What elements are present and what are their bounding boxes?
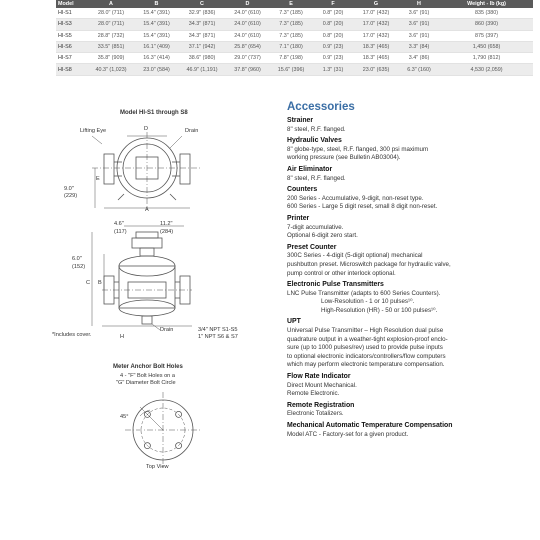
cell: 16.1" (409)	[134, 41, 179, 52]
acc-flow-rate-indicator	[287, 373, 517, 399]
bolt-title: Meter Anchor Bolt Holes	[113, 364, 183, 370]
cell: HI-S7	[56, 53, 88, 64]
cell: HI-S1	[56, 8, 88, 19]
label-a: A	[145, 207, 149, 213]
col-g: G	[354, 0, 398, 8]
acc-air-eliminator	[287, 166, 517, 183]
col-weight: Weight - lb (kg)	[440, 0, 533, 8]
cell: 860 (390)	[440, 19, 533, 30]
bolt-line2: "G" Diameter Bolt Circle	[116, 380, 176, 386]
cell: 28.0" (711)	[88, 8, 134, 19]
label-60mm: (152)	[72, 264, 86, 270]
acc-line: Universal Pulse Transmitter – High Resolution dual pulse	[287, 327, 444, 335]
acc-line: High-Resolution (HR) - 50 or 100 pulses¹⁰.	[321, 306, 438, 314]
col-model: Model	[56, 0, 88, 8]
cell: 15.4" (391)	[134, 30, 179, 41]
drawing-title: Model HI-S1 through S8	[120, 110, 188, 116]
table-row	[56, 53, 533, 64]
cell: 3.6" (91)	[398, 30, 440, 41]
acc-counters	[287, 186, 517, 212]
acc-line: Direct Mount Mechanical.	[287, 381, 357, 389]
label-46mm: (117)	[114, 229, 127, 235]
table-row	[56, 19, 533, 30]
cell: 23.0" (584)	[134, 64, 179, 75]
cell: 15.4" (391)	[134, 8, 179, 19]
label-d: D	[144, 126, 149, 132]
cell: 16.3" (414)	[134, 53, 179, 64]
acc-line: 8" globe-type, steel, R.F. flanged, 300 psi maximum	[287, 145, 429, 153]
cell: 37.8" (960)	[225, 64, 270, 75]
label-npt2: 1" NPT S6 & S7	[198, 334, 238, 340]
acc-heading: Electronic Pulse Transmitters	[287, 281, 384, 289]
label-drain-bottom: Drain	[160, 327, 174, 333]
cell: 0.8" (20)	[312, 30, 354, 41]
cell: 0.8" (20)	[312, 19, 354, 30]
bolt-circle-svg	[80, 364, 250, 476]
col-c: C	[179, 0, 225, 8]
label-lifting-eye: Lifting Eye	[80, 128, 107, 134]
acc-temp-compensation	[287, 422, 517, 439]
accessories-section	[287, 101, 517, 442]
acc-heading: Flow Rate Indicator	[287, 373, 351, 381]
cell: 29.0" (737)	[225, 53, 270, 64]
label-60in: 6.0"	[72, 256, 82, 262]
acc-line: Low-Resolution - 1 or 10 pulses¹⁰.	[321, 298, 415, 306]
cell: 3.6" (91)	[398, 19, 440, 30]
acc-hydraulic-valves	[287, 137, 517, 163]
cell: 33.5" (851)	[88, 41, 134, 52]
cell: 25.8" (654)	[225, 41, 270, 52]
col-f: F	[312, 0, 354, 8]
cell: 24.0" (610)	[225, 19, 270, 30]
acc-heading: Strainer	[287, 117, 314, 124]
cell: 28.0" (711)	[88, 19, 134, 30]
cell: HI-S8	[56, 64, 88, 75]
meter-drawing	[52, 104, 277, 344]
acc-line: Remote Electronic.	[287, 390, 340, 398]
cell: 18.3" (465)	[354, 41, 398, 52]
col-a: A	[88, 0, 134, 8]
bolt-line1: 4 - "F" Bolt Holes on a	[120, 373, 175, 379]
acc-line: 8" steel, R.F. flanged.	[287, 125, 346, 133]
dimensions-table	[56, 0, 533, 76]
table-row	[56, 64, 533, 75]
cell: 24.0" (610)	[225, 8, 270, 19]
cell: 0.8" (20)	[312, 8, 354, 19]
accessories-title: Accessories	[287, 101, 355, 113]
cell: 46.9" (1,191)	[179, 64, 225, 75]
cell: HI-S6	[56, 41, 88, 52]
cell: 34.3" (871)	[179, 30, 225, 41]
cell: 6.3" (160)	[398, 64, 440, 75]
label-e: E	[96, 176, 100, 182]
acc-line: 600 Series - Large 5 digit reset, small 8 digit non-reset.	[287, 203, 438, 211]
col-e: E	[270, 0, 312, 8]
acc-heading: UPT	[287, 318, 301, 326]
acc-line: working pressure (see Bulletin AB03004).	[287, 154, 401, 162]
bolt-angle: 45°	[120, 414, 129, 420]
col-d: D	[225, 0, 270, 8]
label-includes-cover: *Includes cover.	[52, 332, 92, 338]
acc-line: Optional 6-digit zero start.	[287, 232, 358, 240]
acc-line: 200 Series - Accumulative, 9-digit, non-reset type.	[287, 194, 424, 202]
cell: 38.6" (980)	[179, 53, 225, 64]
acc-heading: Remote Registration	[287, 401, 355, 409]
cell: 28.8" (732)	[88, 30, 134, 41]
table-header-row	[56, 0, 533, 8]
cell: 1.3" (31)	[312, 64, 354, 75]
cell: 3.6" (91)	[398, 8, 440, 19]
label-9in: 9.0"	[64, 186, 74, 192]
acc-line: pushbutton preset. Microswitch package for hydraulic valve,	[287, 260, 451, 268]
acc-printer	[287, 215, 517, 241]
acc-heading: Printer	[287, 214, 310, 222]
acc-line: Electronic Totalizers.	[287, 410, 344, 418]
acc-line: to optional electronic indicators/controllers/flow computers	[287, 352, 446, 360]
label-h: H	[120, 334, 125, 340]
cell: 1,790 (812)	[440, 53, 533, 64]
cell: 15.4" (391)	[134, 19, 179, 30]
cell: 3.4" (86)	[398, 53, 440, 64]
bolt-top-view: Top View	[146, 464, 169, 470]
cell: 32.9" (836)	[179, 8, 225, 19]
acc-line: LNC Pulse Transmitter (adapts to 600 Series Counters).	[287, 289, 441, 297]
acc-heading: Mechanical Automatic Temperature Compensation	[287, 422, 453, 429]
col-b: B	[134, 0, 179, 8]
table-row	[56, 30, 533, 41]
acc-line: quadrature output in a weather-tight explosion-proof enclo-	[287, 335, 448, 343]
cell: 0.9" (23)	[312, 53, 354, 64]
label-c: C	[86, 280, 91, 286]
acc-line: Model ATC - Factory-set for a given product.	[287, 430, 409, 438]
label-112in: 11.2"	[160, 221, 173, 227]
cell: 17.0" (432)	[354, 30, 398, 41]
cell: 23.0" (635)	[354, 64, 398, 75]
label-9mm: (229)	[64, 193, 78, 199]
acc-heading: Hydraulic Valves	[287, 137, 342, 145]
acc-line: sure (up to 1000 pulses/rev) used to provide pulse inputs	[287, 344, 443, 352]
cell: 3.3" (84)	[398, 41, 440, 52]
cell: 40.3" (1,023)	[88, 64, 134, 75]
acc-remote-registration	[287, 402, 517, 419]
cell: 875 (397)	[440, 30, 533, 41]
label-112mm: (284)	[160, 229, 174, 235]
cell: 7.3" (185)	[270, 19, 312, 30]
cell: 7.3" (185)	[270, 30, 312, 41]
acc-upt	[287, 318, 517, 370]
bolt-hole-drawing	[80, 364, 250, 476]
label-drain-top: Drain	[185, 128, 199, 134]
cell: 4,530 (2,059)	[440, 64, 533, 75]
acc-line: 300C Series - 4-digit (5-digit optional) mechanical	[287, 252, 423, 260]
label-46in: 4.6"	[114, 221, 124, 227]
table-row	[56, 41, 533, 52]
acc-heading: Preset Counter	[287, 243, 337, 251]
cell: HI-S3	[56, 19, 88, 30]
cell: 34.3" (871)	[179, 19, 225, 30]
acc-line: which may perform electronic temperature compensation.	[287, 361, 445, 369]
cell: 24.0" (610)	[225, 30, 270, 41]
cell: 15.6" (396)	[270, 64, 312, 75]
col-h: H	[398, 0, 440, 8]
cell: HI-S5	[56, 30, 88, 41]
acc-heading: Air Eliminator	[287, 165, 333, 173]
cell: 37.1" (942)	[179, 41, 225, 52]
label-npt1: 3/4" NPT S1-S5	[198, 327, 238, 333]
cell: 0.9" (23)	[312, 41, 354, 52]
cell: 835 (380)	[440, 8, 533, 19]
label-b: B	[98, 280, 102, 286]
acc-line: 8" steel, R.F. flanged.	[287, 174, 346, 182]
acc-heading: Counters	[287, 186, 318, 194]
acc-preset-counter	[287, 244, 517, 278]
acc-strainer	[287, 117, 517, 134]
cell: 17.0" (432)	[354, 8, 398, 19]
acc-pulse-transmitters	[287, 281, 517, 315]
acc-line: 7-digit accumulative.	[287, 223, 344, 231]
cell: 35.8" (909)	[88, 53, 134, 64]
cell: 17.0" (432)	[354, 19, 398, 30]
cell: 1,450 (658)	[440, 41, 533, 52]
cell: 7.8" (198)	[270, 53, 312, 64]
cell: 18.3" (465)	[354, 53, 398, 64]
table-row	[56, 8, 533, 19]
cell: 7.3" (185)	[270, 8, 312, 19]
acc-line: pump control or other interlock optional.	[287, 269, 396, 277]
cell: 7.1" (180)	[270, 41, 312, 52]
